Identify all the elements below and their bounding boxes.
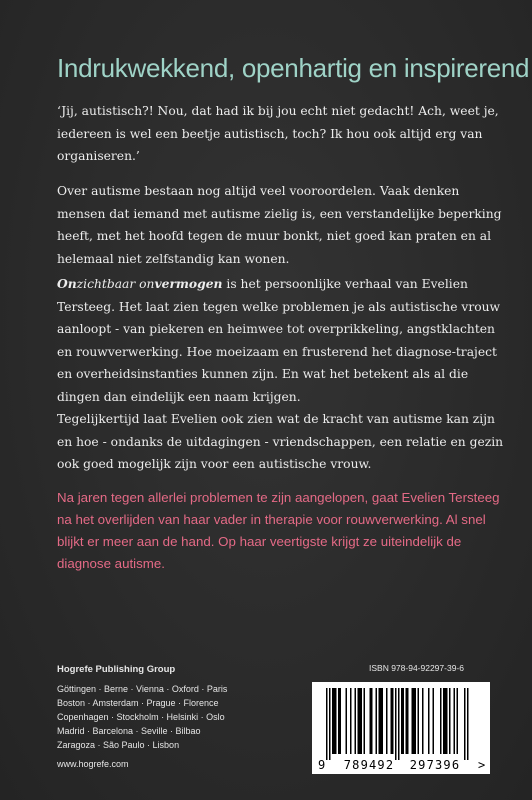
barcode-bar: [358, 688, 360, 754]
barcode-bar: [380, 688, 382, 754]
barcode-bar: [418, 688, 420, 754]
barcode-bar: [382, 688, 384, 754]
barcode-bar: [340, 688, 342, 754]
barcode-bar: [355, 688, 357, 754]
barcode-bar: [326, 688, 328, 760]
barcode-bar: [332, 688, 334, 754]
publisher-cities: [57, 682, 257, 752]
barcode-bars: [326, 688, 469, 760]
barcode-first-digit: 9: [318, 758, 326, 772]
barcode-bar: [376, 688, 378, 754]
barcode-bar: [370, 688, 372, 754]
barcode-bar: [379, 688, 381, 754]
cities-line: Zaragoza · São Paulo · Lisbon: [57, 740, 180, 750]
quote-paragraph: ‘Jij, autistisch?! Nou, dat had ik bij jou echt niet gedacht! Ach, weet je, iedereen is wel een beetje autistisch, toch? Ik hou ook altijd erg van organiseren.’: [57, 104, 499, 163]
barcode-bar: [350, 688, 352, 754]
barcode-bar: [457, 688, 459, 754]
barcode-right-digits: 297396: [409, 758, 461, 772]
barcode-bar: [413, 688, 415, 754]
cities-line: Göttingen · Berne · Vienna · Oxford · Paris: [57, 684, 228, 694]
barcode-bar: [412, 688, 414, 754]
barcode-bar: [391, 688, 393, 754]
cities-line: Boston · Amsterdam · Prague · Florence: [57, 698, 219, 708]
barcode-bar: [446, 688, 448, 754]
cities-line: Madrid · Barcelona · Seville · Bilbao: [57, 726, 201, 736]
isbn-text: ISBN 978-94-92297-39-6: [369, 663, 464, 673]
barcode-bar: [422, 688, 424, 754]
headline: Indrukwekkend, openhartig en inspirerend: [57, 53, 530, 83]
barcode-quiet-mark: >: [478, 758, 486, 772]
barcode-bar: [440, 688, 442, 754]
barcode: [312, 682, 490, 774]
barcode-bar: [329, 688, 331, 760]
barcode-bar: [392, 688, 394, 754]
publisher-website: www.hogrefe.com: [57, 759, 129, 769]
barcode-graphic: [312, 682, 490, 774]
publisher-name: Hogrefe Publishing Group: [57, 664, 176, 675]
barcode-bar: [401, 688, 403, 754]
title-part-on: On: [57, 276, 77, 291]
barcode-bar: [346, 688, 348, 754]
description-text: is het persoonlijke verhaal van Evelien Tersteeg. Het laat zien tegen welke problemen je als autistische vrouw aanloopt - van piekeren en heimwee tot overprikkeling, angstklachten en rouwverwerking. Hoe moeizaam en frusterend het diagnose-traject en overheidsinstanties kunnen zijn. En wat het betekent als al die dingen dan eindelijk een naam krijgen.: [57, 277, 501, 404]
barcode-bar: [334, 688, 336, 754]
prejudice-paragraph: Over autisme bestaan nog altijd veel vooroordelen. Vaak denken mensen dat iemand met autisme zielig is, een verstandelijke beperking heeft, met het hoofd tegen de muur bonkt, niet goed kan praten en al helemaal niet zelfstandig kan wonen.: [57, 184, 502, 266]
strength-paragraph: Tegelijkertijd laat Evelien ook zien wat de kracht van autisme kan zijn en hoe - ondanks de uitdagingen - vriendschappen, een relatie en gezin ook goed mogelijk zijn voor een autistische vrouw.: [57, 412, 504, 471]
title-part-on2: on: [139, 277, 155, 291]
barcode-bar: [415, 688, 417, 754]
book-description-paragraph: [57, 273, 507, 408]
cities-line: Copenhagen · Stockholm · Helsinki · Oslo: [57, 712, 225, 722]
barcode-bar: [359, 688, 361, 754]
barcode-bar: [403, 688, 405, 754]
highlight-paragraph: Na jaren tegen allerlei problemen te zijn aangelopen, gaat Evelien Tersteeg na het overlijden van haar vader in therapie voor rouwverwerking. Al snel blijkt er meer aan de hand. Op haar veertigste krijgt ze uiteindelijk de diagnose autisme.: [57, 490, 500, 571]
barcode-bar: [364, 688, 366, 754]
barcode-bar: [371, 688, 373, 754]
barcode-bar: [386, 688, 388, 754]
barcode-bar: [395, 688, 397, 760]
barcode-bar: [335, 688, 337, 754]
barcode-bar: [454, 688, 456, 754]
barcode-bar: [467, 688, 469, 760]
barcode-bar: [407, 688, 409, 754]
barcode-bar: [443, 688, 445, 754]
barcode-bar: [428, 688, 430, 754]
barcode-bar: [445, 688, 447, 754]
barcode-bar: [406, 688, 408, 754]
barcode-bar: [449, 688, 451, 754]
title-part-zichtbaar: zichtbaar: [76, 277, 140, 291]
barcode-left-digits: 789492: [343, 758, 395, 772]
barcode-bar: [338, 688, 340, 754]
publisher-block: [57, 664, 257, 769]
barcode-bar: [433, 688, 435, 754]
barcode-bar: [361, 688, 363, 754]
barcode-bar: [464, 688, 466, 760]
barcode-bar: [398, 688, 400, 760]
title-part-vermogen: vermogen: [154, 276, 223, 291]
